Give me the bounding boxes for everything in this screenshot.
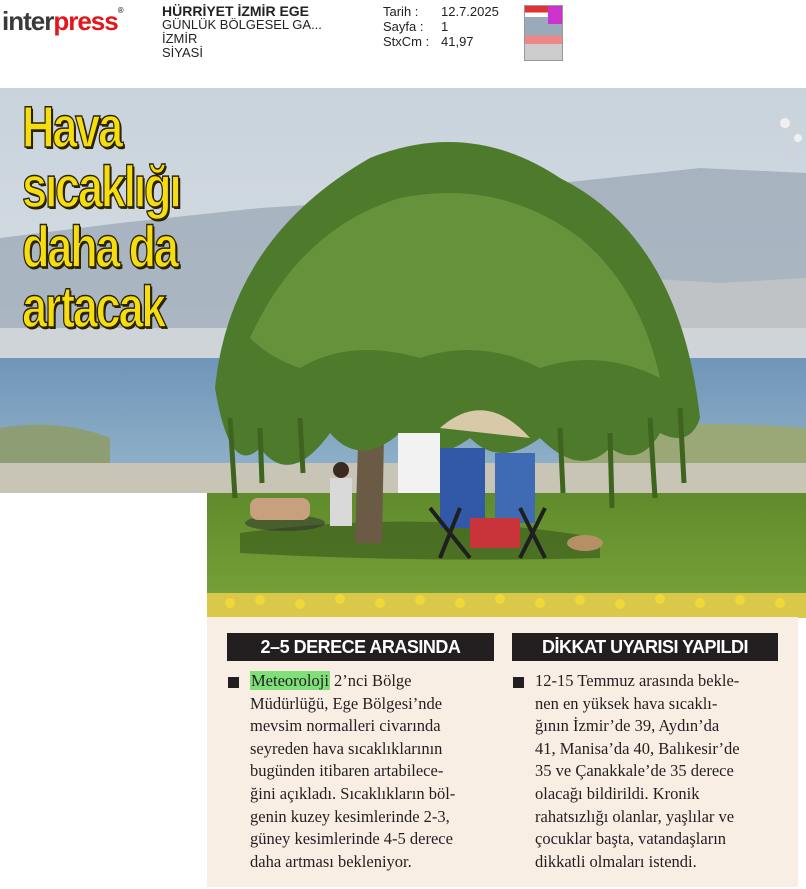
column-2-heading: DİKKAT UYARISI YAPILDI	[512, 633, 778, 661]
column-1-line: genin kuzey kesimlerinde 2-3,	[250, 806, 450, 826]
interpress-logo: interpress®	[2, 6, 123, 36]
column-2-line: rahatsızlığı olanlar, yaşlılar ve	[535, 806, 735, 826]
column-1-line: mevsim normalleri civarında	[250, 716, 441, 736]
column-2-bullet	[513, 677, 524, 688]
column-2-line: 41, Manisa’da 40, Balıkesir’de	[535, 738, 740, 758]
headline-line-2: sıcaklığı	[22, 155, 180, 220]
column-1-line: bugünden itibaren artabilece-	[250, 761, 444, 781]
date-value: 12.7.2025	[441, 4, 499, 19]
column-1-line: ğini açıkladı. Sıcaklıkların böl-	[250, 783, 456, 803]
column-1-text	[250, 670, 455, 873]
publication-city: İZMİR	[162, 31, 198, 46]
page-label: Sayfa :	[383, 19, 424, 34]
layout-gap	[0, 493, 207, 889]
headline-line-4: artacak	[22, 275, 165, 340]
headline	[22, 95, 180, 340]
publication-info	[162, 4, 322, 60]
column-1-heading: 2–5 DERECE ARASINDA	[227, 633, 494, 661]
column-2-line: 35 ve Çanakkale’de 35 derece	[535, 761, 734, 781]
headline-line-3: daha da	[22, 215, 177, 280]
column-2-line: 12-15 Temmuz arasında bekle-	[535, 671, 740, 690]
column-1-line: Müdürlüğü, Ege Bölgesi’nde	[250, 693, 443, 713]
column-1-line: güney kesimlerinde 4-5 derece	[250, 829, 453, 849]
publication-edition: GÜNLÜK BÖLGESEL GA...	[162, 17, 322, 32]
column-2-line: çocuklar başta, vatandaşların	[535, 829, 727, 849]
column-2-line: olacağı bildirildi. Kronik	[535, 783, 700, 803]
column-2-line: dikkatli olmaları istendi.	[535, 851, 697, 871]
page-thumbnail[interactable]	[524, 5, 563, 61]
column-1-line: seyreden hava sıcaklıklarının	[250, 738, 443, 758]
column-1-line: daha artması bekleniyor.	[250, 851, 412, 871]
column-2-line: ğının İzmir’de 39, Aydın’da	[535, 716, 720, 736]
stxcm-label: StxCm :	[383, 34, 430, 49]
headline-line-1: Hava	[22, 95, 121, 160]
clipping-meta	[383, 4, 499, 49]
column-1-first-line: 2’nci Bölge	[329, 671, 412, 690]
column-2-text	[535, 670, 740, 873]
publication-category: SİYASİ	[162, 45, 203, 60]
stxcm-value: 41,97	[441, 34, 474, 49]
publication-name: HÜRRİYET İZMİR EGE	[162, 3, 310, 19]
date-label: Tarih :	[383, 4, 419, 19]
page-value: 1	[441, 19, 449, 34]
column-1-bullet	[228, 677, 239, 688]
highlighted-keyword: Meteoroloji	[251, 671, 329, 690]
column-2-line: nen en yüksek hava sıcaklı-	[535, 693, 718, 713]
